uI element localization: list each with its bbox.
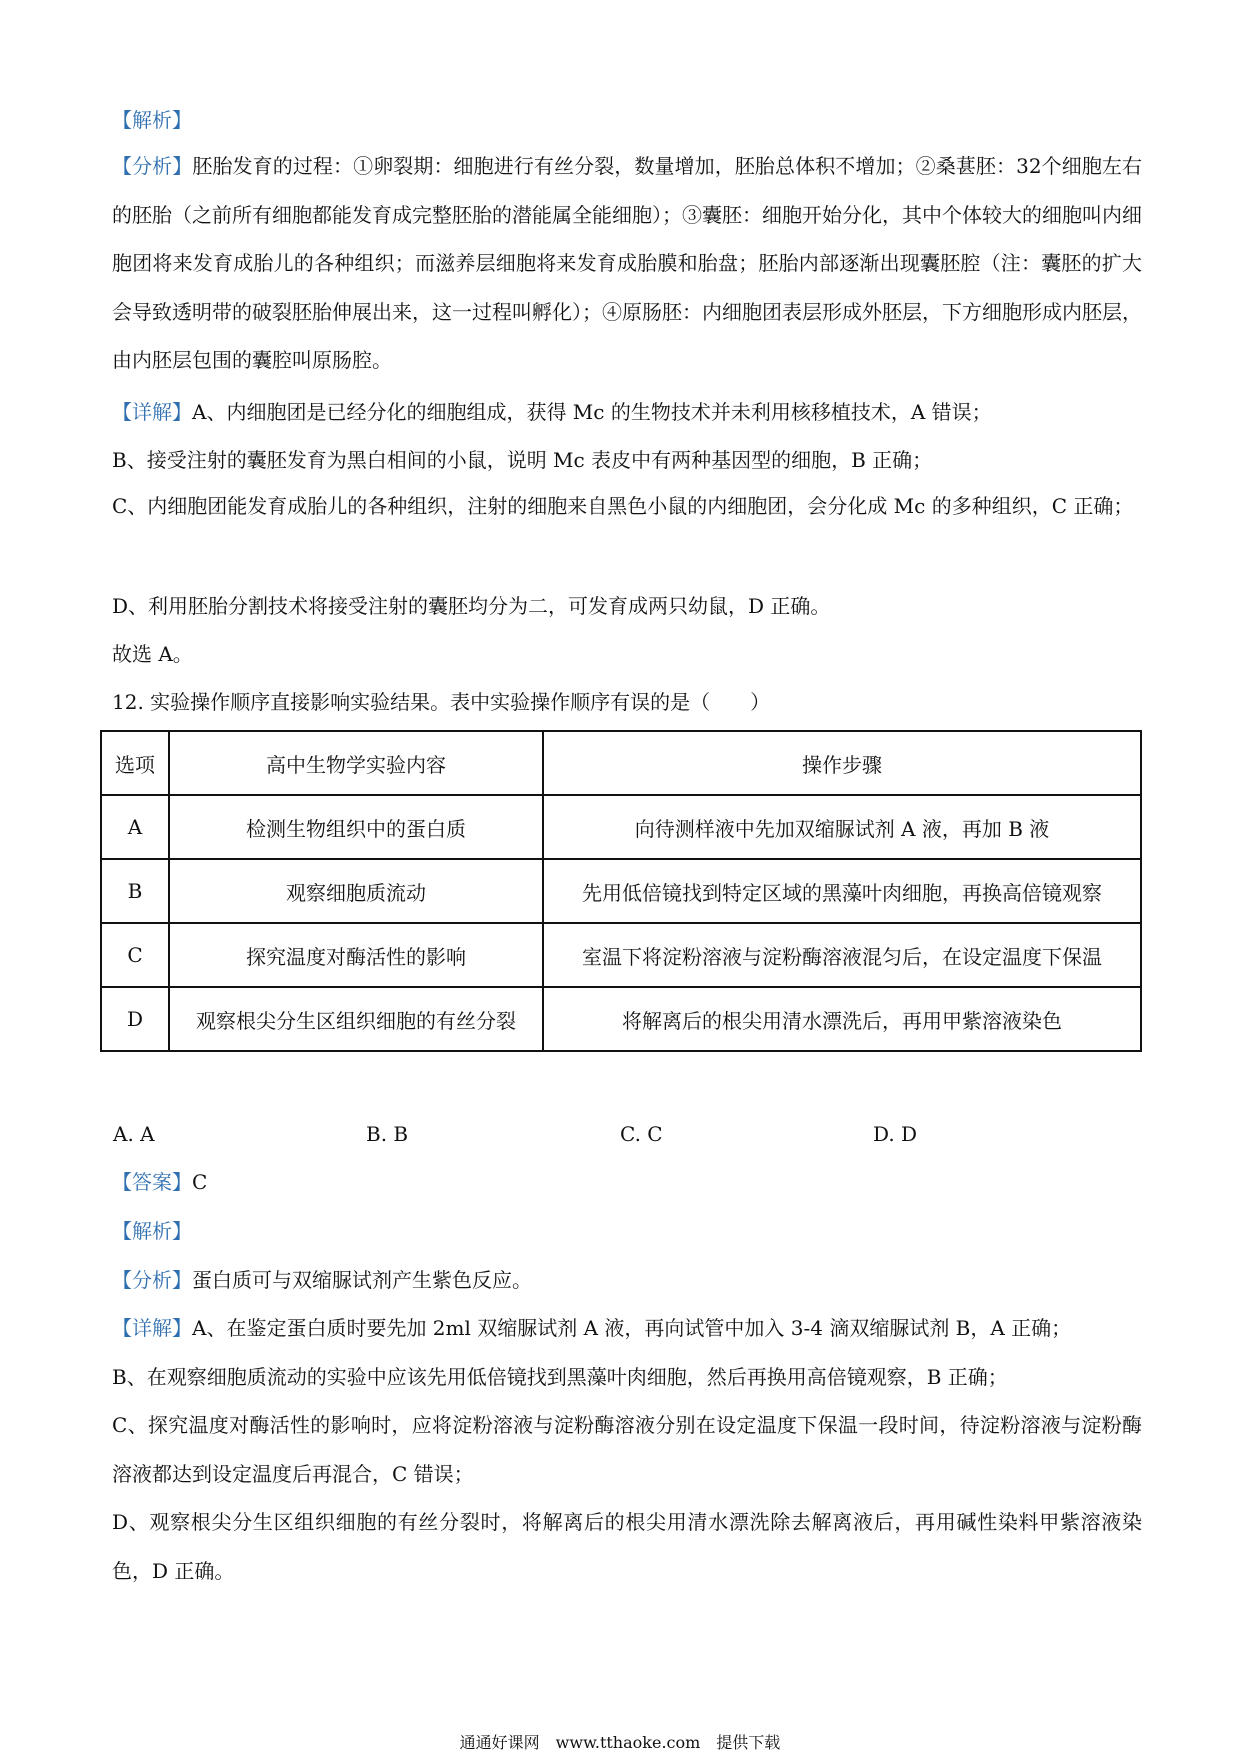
table-cell: D xyxy=(101,987,169,1051)
table-row xyxy=(101,923,1141,987)
fenxi-tag: 【分析】 xyxy=(112,154,193,178)
question-12-stem: 12. 实验操作顺序直接影响实验结果。表中实验操作顺序有误的是（ ） xyxy=(112,690,771,714)
table-cell: 检测生物组织中的蛋白质 xyxy=(169,795,543,859)
option-c: C. C xyxy=(620,1122,663,1146)
table-cell: 观察细胞质流动 xyxy=(169,859,543,923)
detail-a-text-2: A、在鉴定蛋白质时要先加 2ml 双缩脲试剂 A 液，再向试管中加入 3-4 滴双缩脲试剂 B，A 正确； xyxy=(192,1316,1072,1340)
analysis-heading-2: 【解析】 xyxy=(112,1219,192,1243)
detail-b-2: B、在观察细胞质流动的实验中应该先用低倍镜找到黑藻叶肉细胞，然后再换用高倍镜观察，B 正确； xyxy=(112,1365,1008,1389)
fenxi-text-2: 蛋白质可与双缩脲试剂产生紫色反应。 xyxy=(192,1268,532,1292)
answer-options xyxy=(0,1122,1240,1152)
option-d: D. D xyxy=(873,1122,918,1146)
table-cell: 观察根尖分生区组织细胞的有丝分裂 xyxy=(169,987,543,1051)
table-header-cell: 操作步骤 xyxy=(543,731,1141,795)
detail-a-1 xyxy=(112,400,992,424)
fenxi-tag: 【分析】 xyxy=(112,1268,192,1292)
detail-c-2: C、探究温度对酶活性的影响时，应将淀粉溶液与淀粉酶溶液分别在设定温度下保温一段时间，待淀粉溶液与淀粉酶溶液都达到设定温度后再混合，C 错误； xyxy=(112,1413,1142,1486)
table-cell: A xyxy=(101,795,169,859)
answer-value: C xyxy=(192,1170,208,1194)
detail-a-2 xyxy=(112,1316,1071,1340)
fenxi-text: 胚胎发育的过程：①卵裂期：细胞进行有丝分裂，数量增加，胚胎总体积不增加；②桑葚胚：32个细胞左右的胚胎（之前所有细胞都能发育成完整胚胎的潜能属全能细胞）；③囊胚：细胞开始分化，其中个体较大的细胞叫内细胞团将来发育成胎儿的各种组织；而滋养层细胞将来发育成胎膜和胎盘；胚胎内部逐渐出现囊胚腔（注：囊胚的扩大会导致透明带的破裂胚胎伸展出来，这一过程叫孵化）；④原肠胚：内细胞团表层形成外胚层，下方细胞形成内胚层，由内胚层包围的囊腔叫原肠腔。 xyxy=(112,154,1143,372)
table-cell: 室温下将淀粉溶液与淀粉酶溶液混匀后，在设定温度下保温 xyxy=(543,923,1141,987)
table-cell: 探究温度对酶活性的影响 xyxy=(169,923,543,987)
page-footer: 通通好课网 www.tthaoke.com 提供下载 xyxy=(459,1733,781,1752)
conclusion-1: 故选 A。 xyxy=(112,642,193,666)
table-row xyxy=(101,795,1141,859)
detail-tag: 【详解】 xyxy=(112,1316,192,1340)
fenxi-paragraph-2 xyxy=(112,1268,532,1292)
detail-b-1: B、接受注射的囊胚发育为黑白相间的小鼠，说明 Mc 表皮中有两种基因型的细胞，B 正确； xyxy=(112,448,933,472)
experiment-table xyxy=(100,730,1142,1052)
table-cell: B xyxy=(101,859,169,923)
table-cell: C xyxy=(101,923,169,987)
table-cell: 将解离后的根尖用清水漂洗后，再用甲紫溶液染色 xyxy=(543,987,1141,1051)
table-header-cell: 高中生物学实验内容 xyxy=(169,731,543,795)
table-cell: 先用低倍镜找到特定区域的黑藻叶肉细胞，再换高倍镜观察 xyxy=(543,859,1141,923)
table-header-row xyxy=(101,731,1141,795)
table-row xyxy=(101,859,1141,923)
option-a: A. A xyxy=(113,1122,155,1146)
detail-d-2: D、观察根尖分生区组织细胞的有丝分裂时，将解离后的根尖用清水漂洗除去解离液后，再用碱性染料甲紫溶液染色，D 正确。 xyxy=(112,1510,1142,1583)
detail-c-1: C、内细胞团能发育成胎儿的各种组织，注射的细胞来自黑色小鼠的内细胞团，会分化成 Mc 的多种组织，C 正确； xyxy=(112,494,1134,518)
table-row xyxy=(101,987,1141,1051)
analysis-heading: 【解析】 xyxy=(112,108,192,132)
detail-a-text: A、内细胞团是已经分化的细胞组成，获得 Mc 的生物技术并未利用核移植技术，A 错误； xyxy=(192,400,992,424)
detail-d-1: D、利用胚胎分割技术将接受注射的囊胚均分为二，可发育成两只幼鼠，D 正确。 xyxy=(112,594,831,618)
option-b: B. B xyxy=(366,1122,409,1146)
table-header-cell: 选项 xyxy=(101,731,169,795)
answer-line xyxy=(112,1170,207,1194)
answer-tag: 【答案】 xyxy=(112,1170,192,1194)
table-cell: 向待测样液中先加双缩脲试剂 A 液，再加 B 液 xyxy=(543,795,1141,859)
detail-tag: 【详解】 xyxy=(112,400,192,424)
fenxi-paragraph-1 xyxy=(112,142,1142,385)
